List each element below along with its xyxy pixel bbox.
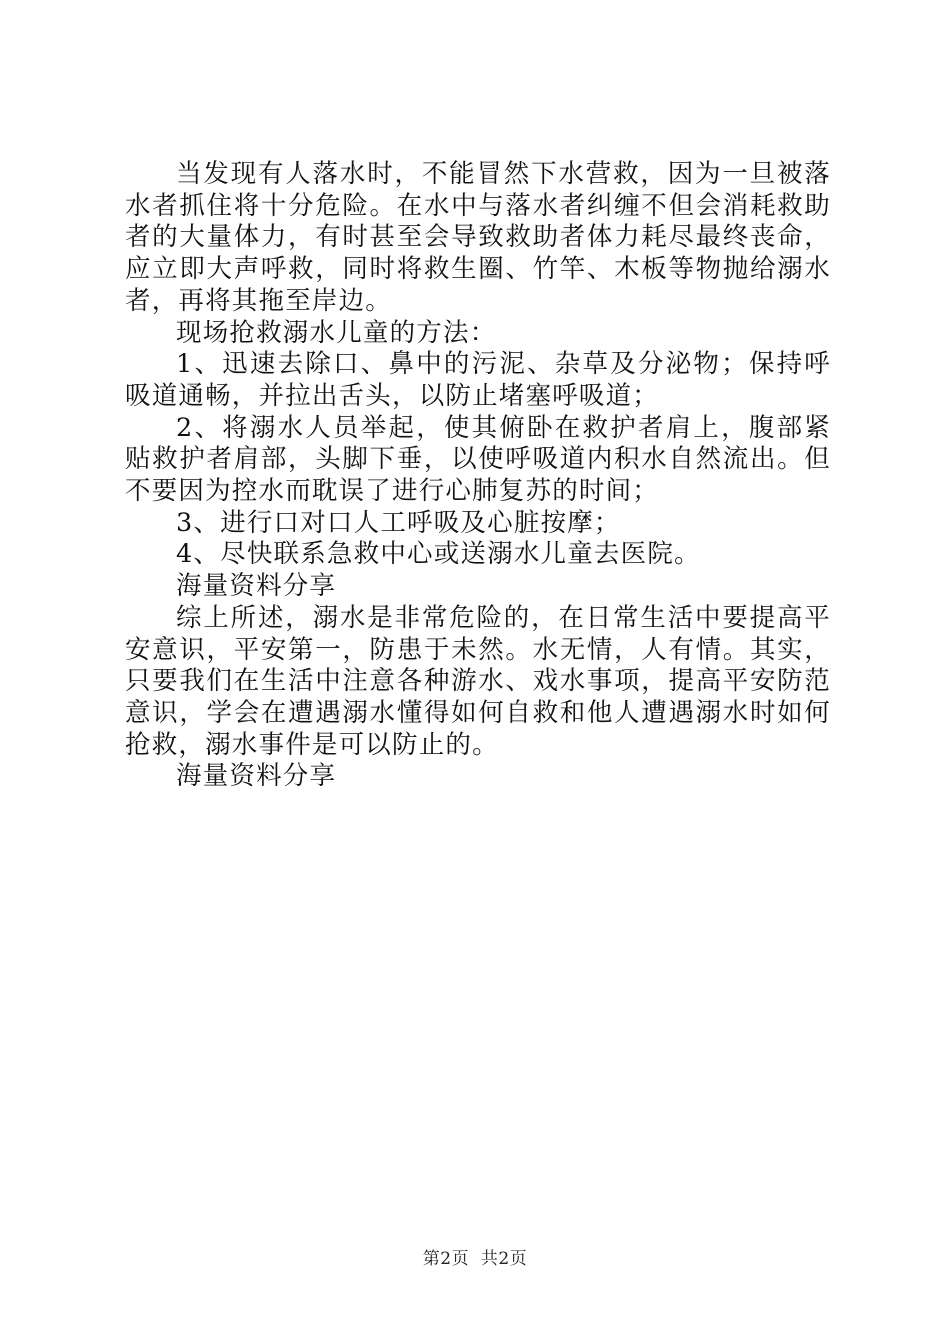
paragraph-share-note-2: 海量资料分享 xyxy=(176,761,337,792)
paragraph-share-note-1: 海量资料分享 xyxy=(176,571,337,602)
paragraph-conclusion: 综上所述，溺水是非常危险的，在日常生活中要提高平安意识，平安第一，防患于未然。水无情，人有情。其实，只要我们在生活中注意各种游水、戏水事项，提高平安防范意识，学会在遭遇溺水懂得如何自救和他人遭遇溺水时如何抢救，溺水事件是可以防止的。 xyxy=(125,602,831,760)
paragraph-method-heading: 现场抢救溺水儿童的方法： xyxy=(176,317,497,348)
page-footer xyxy=(0,1244,950,1269)
paragraph-step-2: 2、将溺水人员举起，使其俯卧在救护者肩上，腹部紧贴救护者肩部，头脚下垂，以使呼吸道内积水自然流出。但不要因为控水而耽误了进行心肺复苏的时间； xyxy=(125,412,831,507)
document-body xyxy=(125,159,831,793)
page-number-label: 第2页 共2页 xyxy=(422,1249,528,1269)
paragraph-step-1: 1、迅速去除口、鼻中的污泥、杂草及分泌物；保持呼吸道通畅，并拉出舌头，以防止堵塞呼吸道； xyxy=(125,349,831,411)
paragraph-rescue-advice: 当发现有人落水时，不能冒然下水营救，因为一旦被落水者抓住将十分危险。在水中与落水者纠缠不但会消耗救助者的大量体力，有时甚至会导致救助者体力耗尽最终丧命，应立即大声呼救，同时将救生圈、竹竿、木板等物抛给溺水者，再将其拖至岸边。 xyxy=(125,159,831,316)
paragraph-step-4: 4、尽快联系急救中心或送溺水儿童去医院。 xyxy=(176,539,701,570)
paragraph-step-3: 3、进行口对口人工呼吸及心脏按摩； xyxy=(176,507,621,538)
